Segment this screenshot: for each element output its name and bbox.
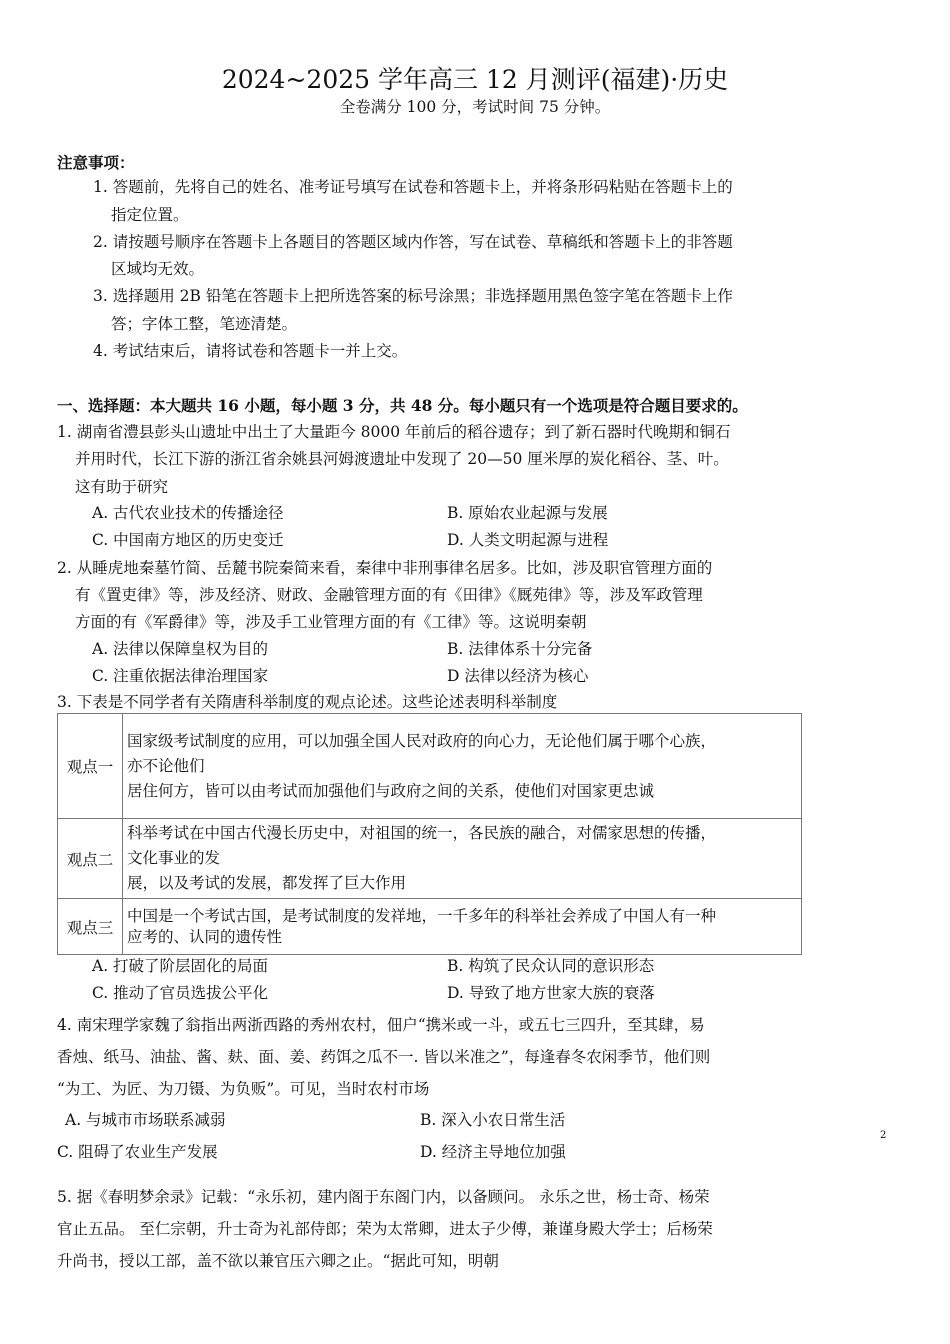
- q4-option-d: D. 经济主导地位加强: [420, 1143, 566, 1161]
- q1-option-a: A. 古代农业技术的传播途径: [92, 504, 284, 522]
- q4-line: 香烛、纸马、油盐、酱、麸、面、姜、药饵之瓜不一. 皆以米准之”，每逢春冬农闲季节，他们则: [57, 1048, 711, 1066]
- row-label: 观点一: [58, 714, 123, 819]
- table-row: [58, 714, 802, 819]
- q2-option-c: C. 注重依据法律治理国家: [92, 667, 269, 685]
- q1-option-d: D. 人类文明起源与进程: [447, 531, 609, 549]
- q4-option-b: B. 深入小农日常生活: [420, 1111, 566, 1129]
- notice-line: 指定位置。: [111, 206, 189, 224]
- notice-line: 答；字体工整，笔迹清楚。: [111, 315, 298, 333]
- q1-option-c: C. 中国南方地区的历史变迁: [92, 531, 284, 549]
- q1-option-b: B. 原始农业起源与发展: [447, 504, 608, 522]
- row-label: 观点三: [58, 899, 123, 955]
- q1-line: 1. 湖南省澧县彭头山遗址中出土了大量距今 8000 年前后的稻谷遗存；到了新石器时代晚期和铜石: [57, 423, 731, 441]
- page-number: 2: [880, 1130, 887, 1141]
- q2-option-a: A. 法律以保障皇权为目的: [92, 640, 269, 658]
- q2-option-d: D 法律以经济为核心: [447, 667, 589, 685]
- table-row: [58, 899, 802, 955]
- notice-line: 1. 答题前，先将自己的姓名、准考证号填写在试卷和答题卡上，并将条形码粘贴在答题卡上的: [93, 178, 733, 196]
- notice-line: 2. 请按题号顺序在答题卡上各题目的答题区域内作答，写在试卷、草稿纸和答题卡上的非答题: [93, 233, 733, 251]
- notice-heading: 注意事项：: [57, 153, 135, 172]
- q3-stem: 3. 下表是不同学者有关隋唐科举制度的观点论述。这些论述表明科举制度: [57, 693, 558, 711]
- q4-option-a: A. 与城市市场联系减弱: [65, 1111, 226, 1129]
- q3-option-b: B. 构筑了民众认同的意识形态: [447, 957, 655, 975]
- q5-line: 5. 据《春明梦余录》记载：“永乐初，建内阁于东阁门内，以备顾问。 永乐之世，杨士奇、杨荣: [57, 1188, 710, 1206]
- q2-option-b: B. 法律体系十分完备: [447, 640, 593, 658]
- exam-subtitle: 全卷满分 100 分，考试时间 75 分钟。: [339, 98, 611, 116]
- row-text: 国家级考试制度的应用，可以加强全国人民对政府的向心力，无论他们属于哪个心族， 亦不论他们 居住何方，皆可以由考试而加强他们与政府之间的关系，使他们对国家更忠诚: [123, 714, 802, 819]
- q1-line: 并用时代，长江下游的浙江省余姚县河姆渡遗址中发现了 20—50 厘米厚的炭化稻谷、茎、叶。: [75, 450, 729, 468]
- q5-line: 升尚书，授以工部，盖不欲以兼官压六卿之止。“据此可知，明朝: [57, 1252, 499, 1270]
- q1-line: 这有助于研究: [75, 478, 169, 496]
- exam-title: 2024~2025 学年高三 12 月测评(福建)·历史: [221, 65, 729, 94]
- notice-line: 3. 选择题用 2B 铅笔在答题卡上把所选答案的标号涂黑；非选择题用黑色签字笔在答题卡上作: [93, 287, 733, 305]
- notice-line: 4. 考试结束后，请将试卷和答题卡一并上交。: [93, 342, 408, 360]
- q3-option-d: D. 导致了地方世家大族的衰落: [447, 984, 655, 1002]
- row-label: 观点二: [58, 819, 123, 899]
- q2-line: 有《置吏律》等，涉及经济、财政、金融管理方面的有《田律》《厩苑律》等，涉及军政管理: [75, 586, 703, 604]
- q4-line: 4. 南宋理学家魏了翁指出两浙西路的秀州农村，佃户“携米或一斗，或五七三四升，至其肆，易: [57, 1016, 705, 1034]
- q3-option-a: A. 打破了阶层固化的局面: [92, 957, 269, 975]
- q5-line: 官止五品。 至仁宗朝，升士奇为礼部侍郎；荣为太常卿，进太子少傅，兼谨身殿大学士；后杨荣: [57, 1220, 713, 1238]
- section-heading: 一、选择题：本大题共 16 小题，每小题 3 分，共 48 分。每小题只有一个选项是符合题目要求的。: [57, 396, 748, 415]
- q2-line: 2. 从睡虎地秦墓竹简、岳麓书院秦简来看，秦律中非刑事律名居多。比如，涉及职官管理方面的: [57, 559, 713, 577]
- row-text: 科举考试在中国古代漫长历史中，对祖国的统一，各民族的融合，对儒家思想的传播， 文化事业的发 展，以及考试的发展，都发挥了巨大作用: [123, 819, 802, 899]
- q3-option-c: C. 推动了官员选拔公平化: [92, 984, 269, 1002]
- notice-line: 区域均无效。: [111, 260, 205, 278]
- table-row: [58, 819, 802, 899]
- q2-line: 方面的有《军爵律》等，涉及手工业管理方面的有《工律》等。这说明秦朝: [75, 613, 587, 631]
- row-text: 中国是一个考试古国，是考试制度的发祥地，一千多年的科举社会养成了中国人有一种 应考的、认同的遗传性: [123, 899, 802, 955]
- q4-line: “为工、为匠、为刀镊、为负贩”。可见，当时农村市场: [57, 1080, 430, 1098]
- viewpoints-table: [57, 713, 802, 955]
- q4-option-c: C. 阻碍了农业生产发展: [57, 1143, 218, 1161]
